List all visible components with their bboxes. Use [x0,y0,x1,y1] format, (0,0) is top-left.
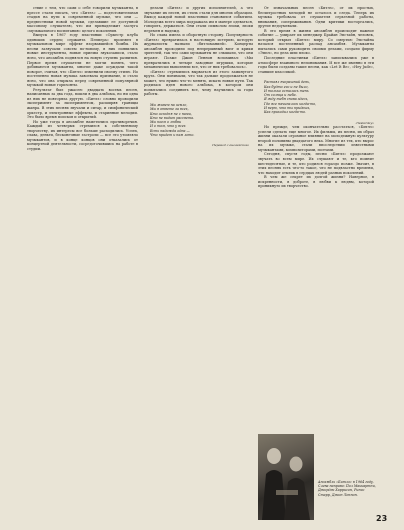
poem-line: Кто не видит рассвета. [150,115,195,120]
band-photo [258,434,314,520]
poem-line: Мы в ответе за всех, [150,107,189,112]
poem-line: И о том, что у всех [150,124,186,129]
paragraph: Выпуск в 1967 году пластинки «Оркестр клуба одиноких сердец сержанта Пеппера» произвел в музыкальном мире эффект взорвавшейся бомбы. Их песни зазвучали совсем по-новому, в них появились новые инструменты, новые приемы звукозаписи, стало ясно, что ансамбль поднялся на новую ступень развития. Первое время слушатели не могли понять, чего добиваются музыканты, многие даже осуждали такой поворот, считая, что «Битлз» изменили своему стилю. Но постепенно новая музыка завоевала признание, и стало ясно, что она открыла перед современной популярной музыкой новые горизонты. [27,33,138,88]
poem-signature: Перевод с английского [212,143,249,148]
paragraph: Последние пластинки «Битлз» записывались уже в атмосфере взаимного непонимания. И все же именно в эти годы были созданы такие песни, как «Let It Be», «Hey Jude», ставшие классикой. [258,56,374,74]
paragraph: делали «Битлз» и других исполнителей, а что звучание их песен, их стиль стали для многих образцом. Выход каждой новой пластинки становился событием. Молодежь всего мира подражала им в манере одеваться, говорить, держаться. Они стали символом эпохи, эпохи перемен и надежд. [144,6,253,33]
poem-line: Мы живем на земле, [150,102,188,107]
paragraph: «Битлз» стремились вырваться из этого замкнутого круга. Они понимали, что так дальше продолжаться не может, что нужно что-то менять, искать новые пути. Так родилась идея нового альбома, в котором они попытались соединить все, чему научились за годы работы. [144,69,253,97]
poem-line: Как приходил когда-то. [264,110,307,115]
poem-line: Кто сегодня не с нами, [150,111,192,116]
poem-line: Как будто его и не было, [264,84,309,89]
paragraph: Но прежде, чем окончательно расстаться, «Битлз» успели сделать еще многое. Их фильмы, их песни, их образ жизни оказали огромное влияние на молодежную культуру второй половины двадцатого века. Многие из тех, кто вырос на их музыке, стали впоследствии известными музыкантами, композиторами, поэтами. [258,125,374,152]
poem-line: Растаял вчерашний день, [264,80,311,85]
paragraph: ствие с тем, что сами о себе говорили музыканты, в прессе стали писать, что «Битлз» — подготовительная стадия на пути к современной музыке, что они — предвестники новой музыки, сделавшие ее доступной массовому слушателю, что им принадлежит заслуга «музыкального воспитания» целого поколения. [27,6,138,33]
poem-line: Где все начиналось когда-то, [264,101,317,106]
poem-line: Я жду тебя снова здесь, [264,97,309,102]
poem-signature: «Yesterday» [355,120,374,125]
paragraph: От изначальных песен «Битлз», от их простых, бесхитростных мелодий не осталось и следа. Теперь их музыка требовала от слушателя серьезной работы, внимания, сопереживания. Одни критики восторгались, другие недоумевали. [258,6,374,29]
paragraph: Но уже тогда в ансамбле наметились противоречия. Каждый из четверых стремился к собственному творчеству, их интересы все больше расходились. Успех, слава, деньги, бесконечные гастроли — все это утомляло музыкантов, и в конце концов они отказались от концертной деятельности, сосредоточившись на работе в студии. [27,119,138,151]
text-column-1 [27,6,138,506]
text-column-2 [144,6,253,506]
paragraph: В чем же секрет их долгой жизни? Наверное, в искренности, в доброте, в любви к людям, которой проникнуто их творчество. [258,175,374,189]
paragraph: Сегодня, спустя годы, песни «Битлз» продолжают звучать во всем мире. Их слушают и те, кто помнит шестидесятые, и те, кто родился гораздо позже. Значит, в этих песнях есть что-то такое, что не подвластно времени, что находит отклик в сердцах людей разных поколений. [258,152,374,175]
poem-line: И верю, что ты придешь, [264,105,311,110]
poem-line: Есть надежда одна — [150,128,190,133]
poem-line: Мы поем о любви [150,120,182,125]
paragraph: Но слава имела и оборотную сторону. Популярность «Битлз» превратилась в настоящую истерию, которую журналисты назвали «битломанией». Концерты ансамбля проходили под непрерывный визг и крики зрителей, так что сами музыканты не слышали, что они играют. Позже Джон Леннон вспоминал: «Мы превратились в четыре заводные игрушки, которые механически выполняли все, что от них требовалось». [144,33,253,70]
photo-caption: Ансамбль «Битлз» в 1964 году. Слева направо: Пол Маккартни, Джордж Харрисон, Ринго Старр, Джон Леннон. [318,480,376,497]
poem-block-1 [150,103,253,137]
text-column-3 [258,6,374,430]
poem-line: От солнца и неба. [264,93,297,98]
poem-line: Что придет к нам лето. [150,133,195,138]
poem-block-2 [264,80,374,114]
paragraph: Результат был ужасен: двадцать восемь песен, написанных за два года, вошли в два альбома, но ни одна из них не повторяла другую. «Битлз» словно проводили эксперимент за экспериментом, расширяя границы жанра. В этих песнях звучали и ситар, и симфонический оркестр, и электронные эффекты, и старинные мелодии. Это было время поисков и открытий. [27,87,138,120]
photo-figures-icon [258,434,314,520]
poem-line: И только осталась тень [264,88,309,93]
paragraph: В это время в жизни ансамбля происходит важное событие — умирает их менеджер Брайан Эпстайн, человек, который открыл «Битлз» миру. Со смертью Эпстайна начался постепенный распад ансамбля. Музыканты пытались сами руководить своими делами, создали фирму «Эппл», но дела шли плохо. [258,28,374,56]
page-number: 23 [376,514,388,523]
